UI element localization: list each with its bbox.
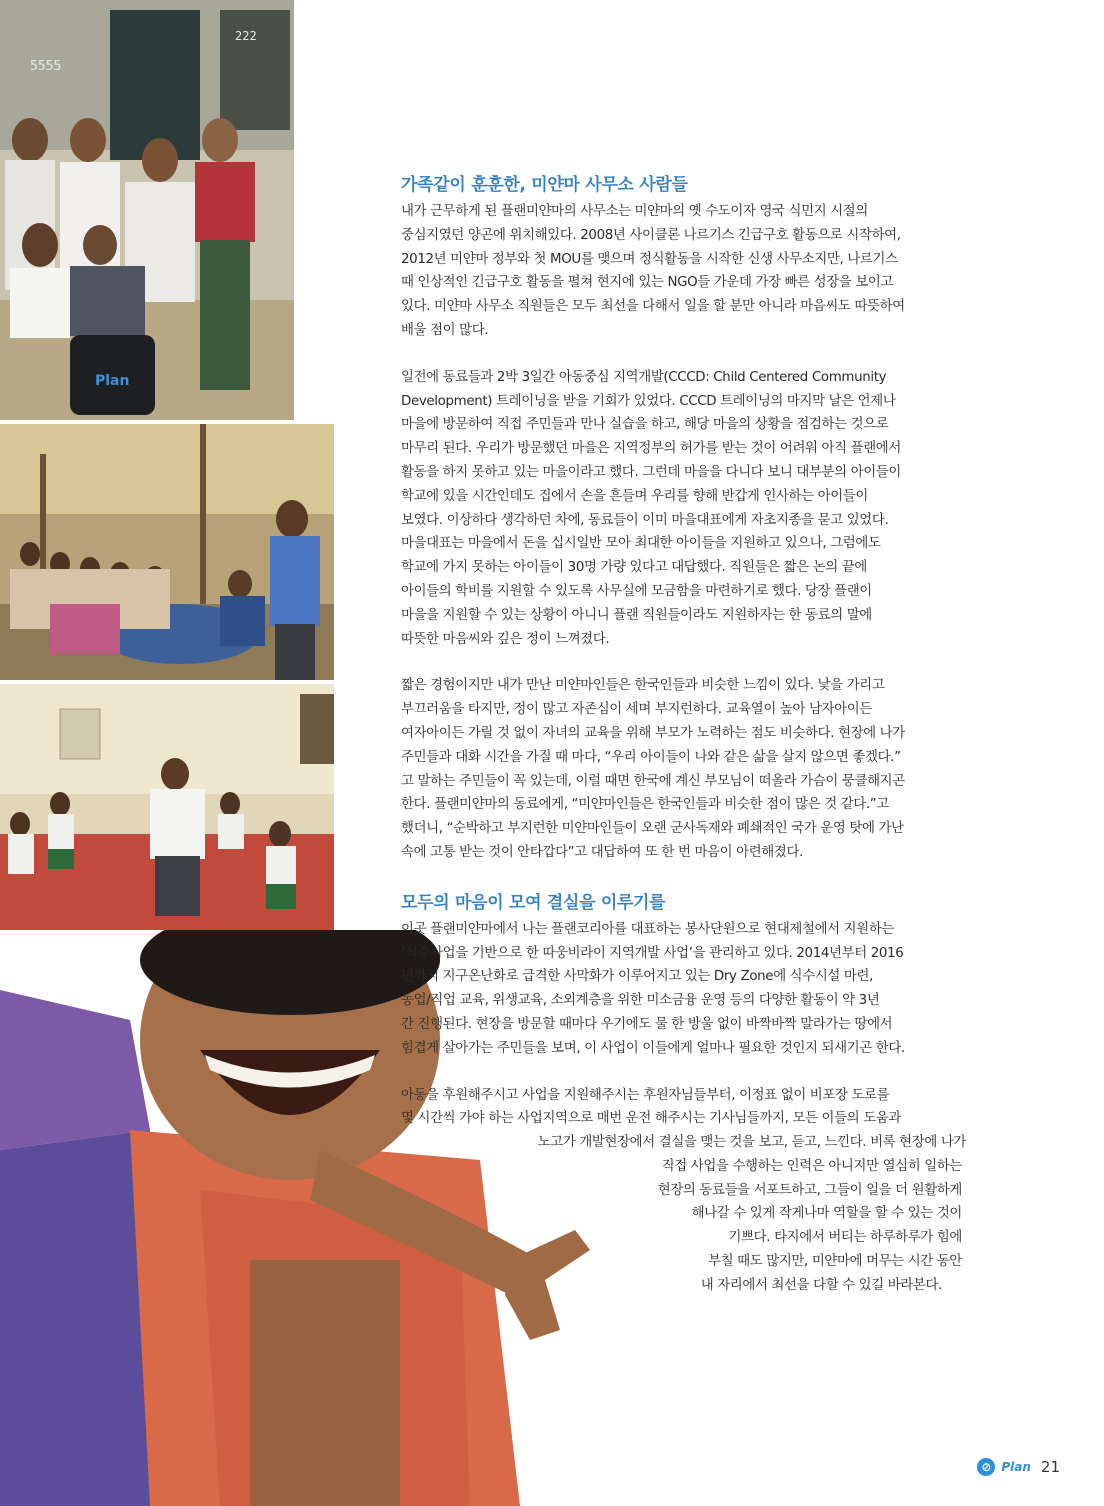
plan-logo-icon: ⊘ xyxy=(977,1458,995,1476)
text-line: 짧은 경험이지만 내가 만난 미얀마인들은 한국인들과 비슷한 느낌이 있다. 낯을 가리고 xyxy=(401,678,885,694)
text-line: 년까지 지구온난화로 급격한 사막화가 이루어지고 있는 Dry Zone에 식수시설 마련, xyxy=(401,969,874,985)
text-line: 학교에 가지 못하는 아이들이 30명 가량 있다고 대답했다. 직원들은 짧은 논의 끝에 xyxy=(401,560,867,576)
paragraph-office-intro xyxy=(401,200,966,343)
text-line: 속에 고통 받는 것이 안타깝다”고 대답하여 또 한 번 마음이 아련해졌다. xyxy=(401,844,803,860)
text-line: 이곳 플랜미얀마에서 나는 플랜코리아를 대표하는 봉사단원으로 현대제철에서 지원하는 xyxy=(401,921,895,937)
text-line: 했더니, “순박하고 부지런한 미얀마인들이 오랜 군사독재와 폐쇄적인 국가 운영 탓에 가난 xyxy=(401,821,904,837)
text-line: 학교에 있을 시간인데도 집에서 손을 흔들며 우리를 향해 반갑게 인사하는 아이들이 xyxy=(401,488,868,504)
paragraph-closing xyxy=(401,1084,966,1298)
text-line: 활동을 하지 못하고 있는 마을이라고 했다. 그런데 마을을 다니다 보니 대부분의 아이들이 xyxy=(401,464,901,480)
text-line: 힘겹게 살아가는 주민들을 보며, 이 사업이 이들에게 얼마나 필요한 것인지 되새기곤 한다. xyxy=(401,1040,905,1056)
text-line: 내가 근무하게 된 플랜미얀마의 사무소는 미얀마의 옛 수도이자 영국 식민지 시절의 xyxy=(401,204,868,219)
text-line: 아동을 후원해주시고 사업을 지원해주시는 후원자님들부터, 이정표 없이 비포장 도로를 xyxy=(401,1087,890,1103)
text-line: 보였다. 이상하다 생각하던 차에, 동료들이 이미 마을대표에게 자초지종을 묻고 있었다. xyxy=(401,512,889,528)
svg-text:222: 222 xyxy=(235,29,257,43)
text-line: 직접 사업을 수행하는 인력은 아니지만 열심히 일하는 xyxy=(661,1158,962,1174)
paragraph-cccd-training xyxy=(401,366,966,652)
text-line: 간 진행된다. 현장을 방문할 때마다 우기에도 물 한 방울 없이 바짝바짝 말라가는 땅에서 xyxy=(401,1016,893,1032)
photo-village-meeting xyxy=(0,424,334,680)
text-line: 마을대표는 마을에서 돈을 십시일반 모아 최대한 아이들을 지원하고 있으나, 그럼에도 xyxy=(401,536,881,552)
text-line: 현장의 동료들을 서포트하고, 그들이 일을 더 원활하게 xyxy=(657,1182,962,1198)
text-line: 배울 점이 많다. xyxy=(401,322,489,338)
photo-office-staff xyxy=(0,0,294,420)
page-number: 21 xyxy=(1040,1458,1060,1476)
paragraph-water-project xyxy=(401,918,966,1061)
section-heading-results: 모두의 마음이 모여 결실을 이루기를 xyxy=(401,892,666,913)
text-line: 고 말하는 주민들이 꼭 있는데, 이럴 때면 한국에 계신 부모님이 떠올라 가슴이 뭉클해지곤 xyxy=(401,773,905,789)
text-line: 몇 시간씩 가야 하는 사업지역으로 매번 운전 해주시는 기사님들까지, 모든 이들의 도움과 xyxy=(401,1111,901,1127)
svg-text:5555: 5555 xyxy=(30,59,62,74)
text-line: 마무리 된다. 우리가 방문했던 마을은 지역정부의 허가를 받는 것이 어려워 아직 플랜에서 xyxy=(401,441,901,457)
text-line: 기쁘다. 타지에서 버티는 하루하루가 힘에 xyxy=(728,1230,962,1246)
text-line: 노고가 개발현장에서 결실을 맺는 것을 보고, 듣고, 느낀다. 비록 현장에 나가 xyxy=(537,1135,966,1151)
plan-logo-text: Plan xyxy=(1001,1460,1031,1474)
text-line: 해나갈 수 있게 작게나마 역할을 할 수 있는 것이 xyxy=(691,1206,962,1222)
text-line: ‘식수사업을 기반으로 한 따웅비라이 지역개발 사업’을 관리하고 있다. 2014년부터 2016 xyxy=(401,945,904,961)
text-line: 일전에 동료들과 2박 3일간 아동중심 지역개발(CCCD: Child Centered Community xyxy=(401,369,887,385)
text-line: 따뜻한 마음씨와 깊은 정이 느껴졌다. xyxy=(401,631,610,647)
page-footer xyxy=(977,1458,1060,1476)
photo-children-dancing xyxy=(0,684,334,930)
text-line: 주민들과 대화 시간을 가질 때 마다, “우리 아이들이 나와 같은 삶을 살지 않으면 좋겠다.” xyxy=(401,749,901,765)
text-line: 있다. 미얀마 사무소 직원들은 모두 최선을 다해서 일을 할 분만 아니라 마음씨도 따뜻하여 xyxy=(401,299,905,315)
text-line: 마을에 방문하여 직접 주민들과 만나 실습을 하고, 해당 마을의 상황을 점검하는 것으로 xyxy=(401,417,889,433)
text-line: 농업/직업 교육, 위생교육, 소외계층을 위한 미소금융 운영 등의 다양한 활동이 약 3년 xyxy=(401,993,880,1009)
section-heading-office: 가족같이 훈훈한, 미얀마 사무소 사람들 xyxy=(401,175,688,195)
text-line: 아이들의 학비를 지원할 수 있도록 사무실에 모금함을 마련하기로 했다. 당장 플랜이 xyxy=(401,583,872,599)
bag-logo-text: Plan xyxy=(95,373,130,389)
text-line: 한다. 플랜미얀마의 동료에게, “미얀마인들은 한국인들과 비슷한 점이 많은 것 같다.”고 xyxy=(401,797,889,813)
text-line: 부칠 때도 많지만, 미얀마에 머무는 시간 동안 xyxy=(708,1254,962,1270)
text-line: 마을을 지원할 수 있는 상황이 아니니 플랜 직원들이라도 지원하자는 한 동료의 말에 xyxy=(401,607,872,623)
article xyxy=(401,172,966,1298)
text-line: 2012년 미얀마 정부와 첫 MOU를 맺으며 정식활동을 시작한 신생 사무소지만, 나르기스 xyxy=(401,251,898,267)
paragraph-myanmar-people xyxy=(401,674,966,864)
text-line: 때 인상적인 긴급구호 활동을 펼쳐 현지에 있는 NGO들 가운데 가장 빠른 성장을 보이고 xyxy=(401,275,894,291)
text-line: 부끄러움을 타지만, 정이 많고 자존심이 세며 부지런하다. 교육열이 높아 남자아이든 xyxy=(401,702,872,718)
text-line: 중심지였던 양곤에 위치해있다. 2008년 사이클론 나르기스 긴급구호 활동으로 시작하여, xyxy=(401,227,901,243)
text-line: 내 자리에서 최선을 다할 수 있길 바라본다. xyxy=(700,1277,942,1293)
text-line: Development) 트레이닝을 받을 기회가 있었다. CCCD 트레이닝의 마지막 날은 언제나 xyxy=(401,393,896,409)
text-line: 여자아이든 가릴 것 없이 자녀의 교육을 위해 부모가 노력하는 점도 비슷하다. 현장에 나가 xyxy=(401,725,905,741)
